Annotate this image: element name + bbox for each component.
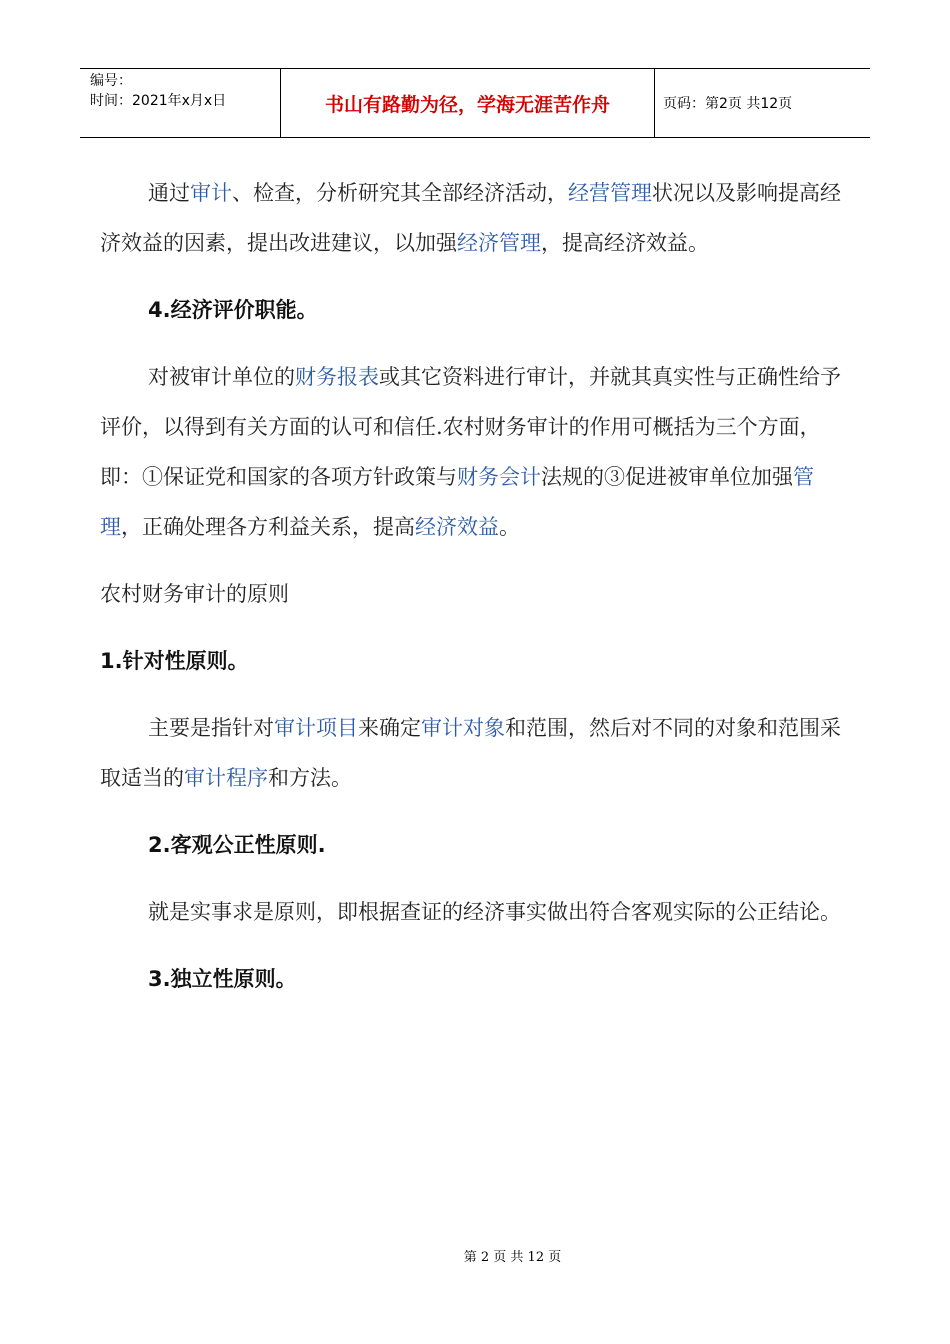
text-run: 和范围，然后对不同的对象和范围采取适当的 (100, 716, 841, 790)
section-title: 农村财务审计的原则 (100, 582, 289, 606)
principle-heading: 2.客观公正性原则. (148, 833, 326, 857)
header-page-info: 页码：第2页 共12页 (663, 96, 793, 112)
page-header (80, 68, 870, 138)
text-run: 来确定 (358, 716, 421, 740)
section-heading: 4.经济评价职能。 (148, 298, 318, 322)
link-audit-procedure[interactable]: 审计程序 (184, 766, 268, 790)
link-financial-statements[interactable]: 财务报表 (295, 365, 379, 389)
footer-page-number: 第 2 页 共 12 页 (463, 1250, 562, 1265)
link-audit[interactable]: 审计 (190, 181, 232, 205)
number-label: 编号： (90, 73, 132, 89)
link-management[interactable]: 管理 (100, 465, 814, 539)
paragraph: 就是实事求是原则，即根据查证的经济事实做出符合客观实际的公正结论。 (148, 900, 841, 924)
link-audit-project[interactable]: 审计项目 (274, 716, 358, 740)
text-run: 通过 (148, 181, 190, 205)
text-run: ，提高经济效益。 (541, 231, 709, 255)
page-footer (0, 1246, 950, 1265)
text-run: 对被审计单位的 (148, 365, 295, 389)
header-divider (654, 69, 655, 137)
document-body (100, 168, 852, 1004)
text-run: 法规的③促进被审单位加强 (541, 465, 793, 489)
principle-heading: 3.独立性原则。 (148, 967, 297, 991)
principle-heading: 1.针对性原则。 (100, 649, 249, 673)
link-economic-management[interactable]: 经济管理 (457, 231, 541, 255)
text-run: 。 (499, 515, 520, 539)
header-meta (90, 71, 280, 135)
link-economic-benefits[interactable]: 经济效益 (415, 515, 499, 539)
text-run: ，正确处理各方利益关系，提高 (121, 515, 415, 539)
text-run: 、检查，分析研究其全部经济活动， (232, 181, 568, 205)
link-audit-object[interactable]: 审计对象 (421, 716, 505, 740)
date-line: 时间：2021年x月x日 (90, 93, 227, 109)
text-run: 主要是指针对 (148, 716, 274, 740)
link-operations-management[interactable]: 经营管理 (568, 181, 652, 205)
text-run: 或其它资料进行审计，并就其真实性与正确性给予评价，以得到有关方面的认可和信任.农村财务审计的作用可概括为三个方面，即：①保证党和国家的各项方针政策与 (100, 365, 841, 489)
header-motto: 书山有路勤为径，学海无涯苦作舟 (324, 93, 610, 116)
link-financial-accounting[interactable]: 财务会计 (457, 465, 541, 489)
paragraph (100, 168, 852, 268)
paragraph (100, 703, 852, 803)
text-run: 和方法。 (268, 766, 352, 790)
text-run: 状况以及影响提高经济效益的因素，提出改进建议，以加强 (100, 181, 841, 255)
paragraph (100, 352, 852, 552)
